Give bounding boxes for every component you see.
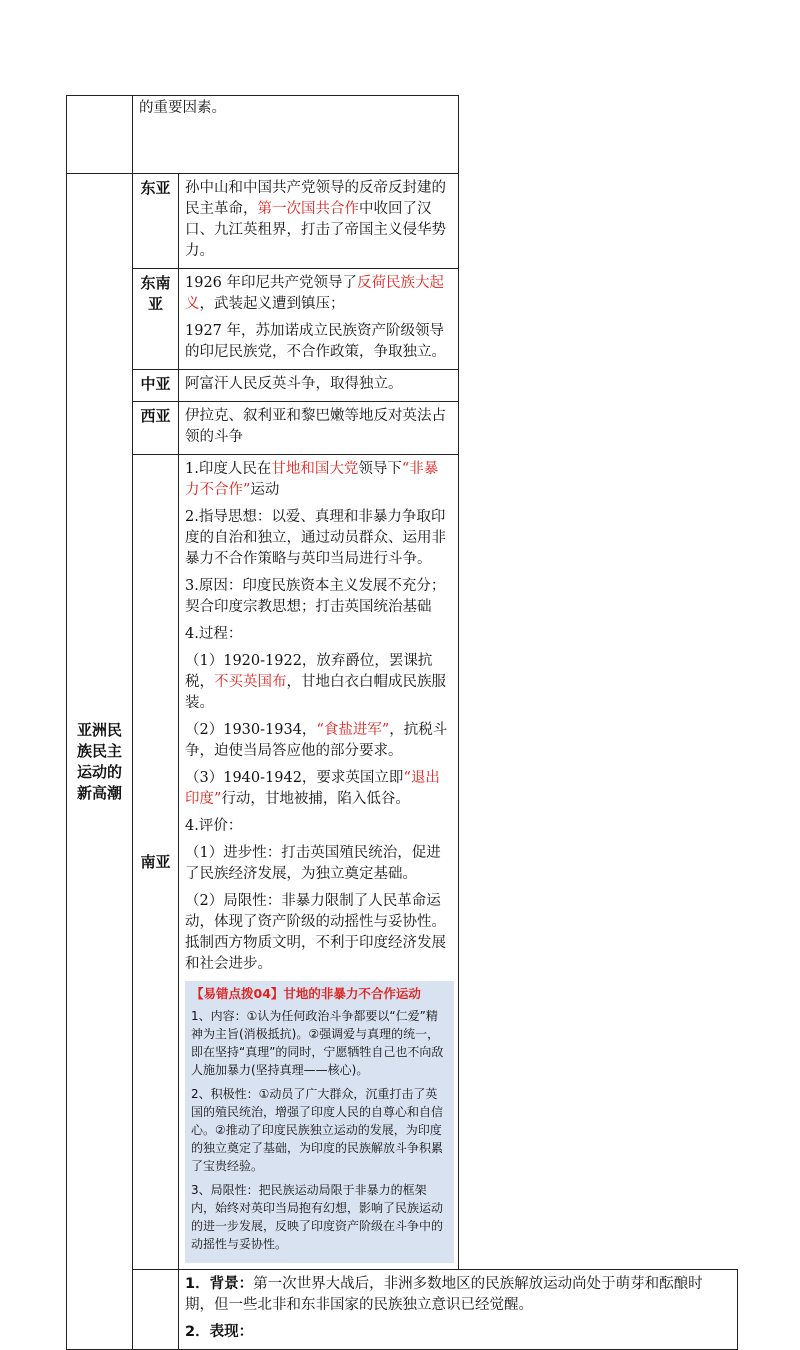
southeast-asia-paragraph-1: 1926 年印尼共产党领导了反荷民族大起义，武装起义遭到镇压； [185,275,445,312]
table-row-central-asia [67,370,738,402]
south-asia-paragraph-2: 2.指导思想：以爱、真理和非暴力争取印度的自治和独立，通过动员群众、运用非暴力不合作策略与英印当局进行斗争。 [185,509,446,567]
table-row-africa [67,1270,738,1350]
east-asia-text: 孙中山和中国共产党领导的反帝反封建的民主革命，第一次国共合作中收回了汉口、九江英租界，打击了帝国主义侵华势力。 [185,180,446,259]
highlight-text: 甘地和国大党 [271,461,359,477]
southeast-asia-content [179,269,459,370]
tip-paragraph-1: 1、内容：①认为任何政治斗争都要以“仁爱”精神为主旨(消极抵抗)。②强调爱与真理的统一，即在坚持“真理”的同时，宁愿牺牲自己也不向敌人施加暴力(坚持真理——核心)。 [191,1009,444,1077]
highlight-text: 反荷民族大起义 [185,275,445,312]
highlight-text: 不买英国布 [214,674,287,690]
west-asia-content [179,402,459,455]
table-row-continuation [67,96,738,174]
south-asia-paragraph-5: （1）1920-1922，放弃爵位，罢课抗税，不买英国布，甘地白衣白帽成民族服装。 [185,653,446,711]
region-label-west-asia: 西亚 [133,402,179,455]
highlight-text: “退出印度” [185,770,440,807]
south-asia-paragraph-7: （3）1940-1942，要求英国立即“退出印度”行动，甘地被捕，陷入低谷。 [185,770,440,807]
empty-cell [67,96,133,174]
highlight-text: 第一次国共合作 [257,201,359,217]
africa-label-performance: 2．表现： [185,1324,254,1340]
africa-label-background: 1．背景： [185,1276,254,1292]
africa-content [179,1270,738,1350]
tip-paragraph-2: 2、积极性：①动员了广大群众，沉重打击了英国的殖民统治，增强了印度人民的自尊心和自信心。②推动了印度民族独立运动的发展，为印度的独立奠定了基础，为印度的民族解放斗争积累了宝贵经验。 [191,1087,444,1173]
south-asia-content [179,455,459,1270]
south-asia-paragraph-1: 1.印度人民在甘地和国大党领导下“非暴力不合作”运动 [185,461,439,498]
central-asia-content [179,370,459,402]
central-asia-text: 阿富汗人民反英斗争，取得独立。 [185,376,403,392]
south-asia-paragraph-3: 3.原因：印度民族资本主义发展不充分；契合印度宗教思想；打击英国统治基础 [185,578,446,615]
tip-title: 【易错点拨04】甘地的非暴力不合作运动 [191,986,421,1001]
south-asia-paragraph-10: （2）局限性：非暴力限制了人民革命运动，体现了资产阶级的动摇性与妥协性。抵制西方物质文明，不利于印度经济发展和社会进步。 [185,893,446,972]
south-asia-paragraph-8: 4.评价： [185,818,243,834]
region-label-south-asia: 南亚 [133,455,179,1270]
history-notes-table [66,95,738,1350]
continuation-cell [133,96,459,174]
highlight-text: “食盐进军” [316,722,390,738]
region-label-southeast-asia: 东南亚 [133,269,179,370]
west-asia-text: 伊拉克、叙利亚和黎巴嫩等地反对英法占领的斗争 [185,408,446,445]
continuation-text: 的重要因素。 [139,100,226,116]
south-asia-paragraph-9: （1）进步性：打击英国殖民统治，促进了民族经济发展，为独立奠定基础。 [185,845,441,882]
region-label-central-asia: 中亚 [133,370,179,402]
tip-paragraph-3: 3、局限性：把民族运动局限于非暴力的框架内，始终对英印当局抱有幻想，影响了民族运动的进一步发展，反映了印度资产阶级在斗争中的动摇性与妥协性。 [191,1183,444,1251]
east-asia-content [179,174,459,269]
tip-box [185,981,454,1263]
south-asia-paragraph-4: 4.过程： [185,626,243,642]
table-row-west-asia [67,402,738,455]
africa-paragraph-1: 1．背景：第一次世界大战后，非洲多数地区的民族解放运动尚处于萌芽和酝酿时期，但一些北非和东非国家的民族独立意识已经觉醒。 [185,1276,703,1313]
table-row-south-asia [67,455,738,1270]
empty-cell [133,1270,179,1350]
southeast-asia-paragraph-2: 1927 年，苏加诺成立民族资产阶级领导的印尼民族党，不合作政策，争取独立。 [185,323,446,360]
section-label: 亚洲民族民主运动的新高潮 [67,174,133,1350]
region-label-east-asia: 东亚 [133,174,179,269]
africa-paragraph-2 [185,1322,731,1343]
south-asia-paragraph-6: （2）1930-1934，“食盐进军”，抗税斗争，迫使当局答应他的部分要求。 [185,722,448,759]
highlight-text: “非暴力不合作” [185,461,439,498]
table-row-southeast-asia [67,269,738,370]
table-row-east-asia [67,174,738,269]
